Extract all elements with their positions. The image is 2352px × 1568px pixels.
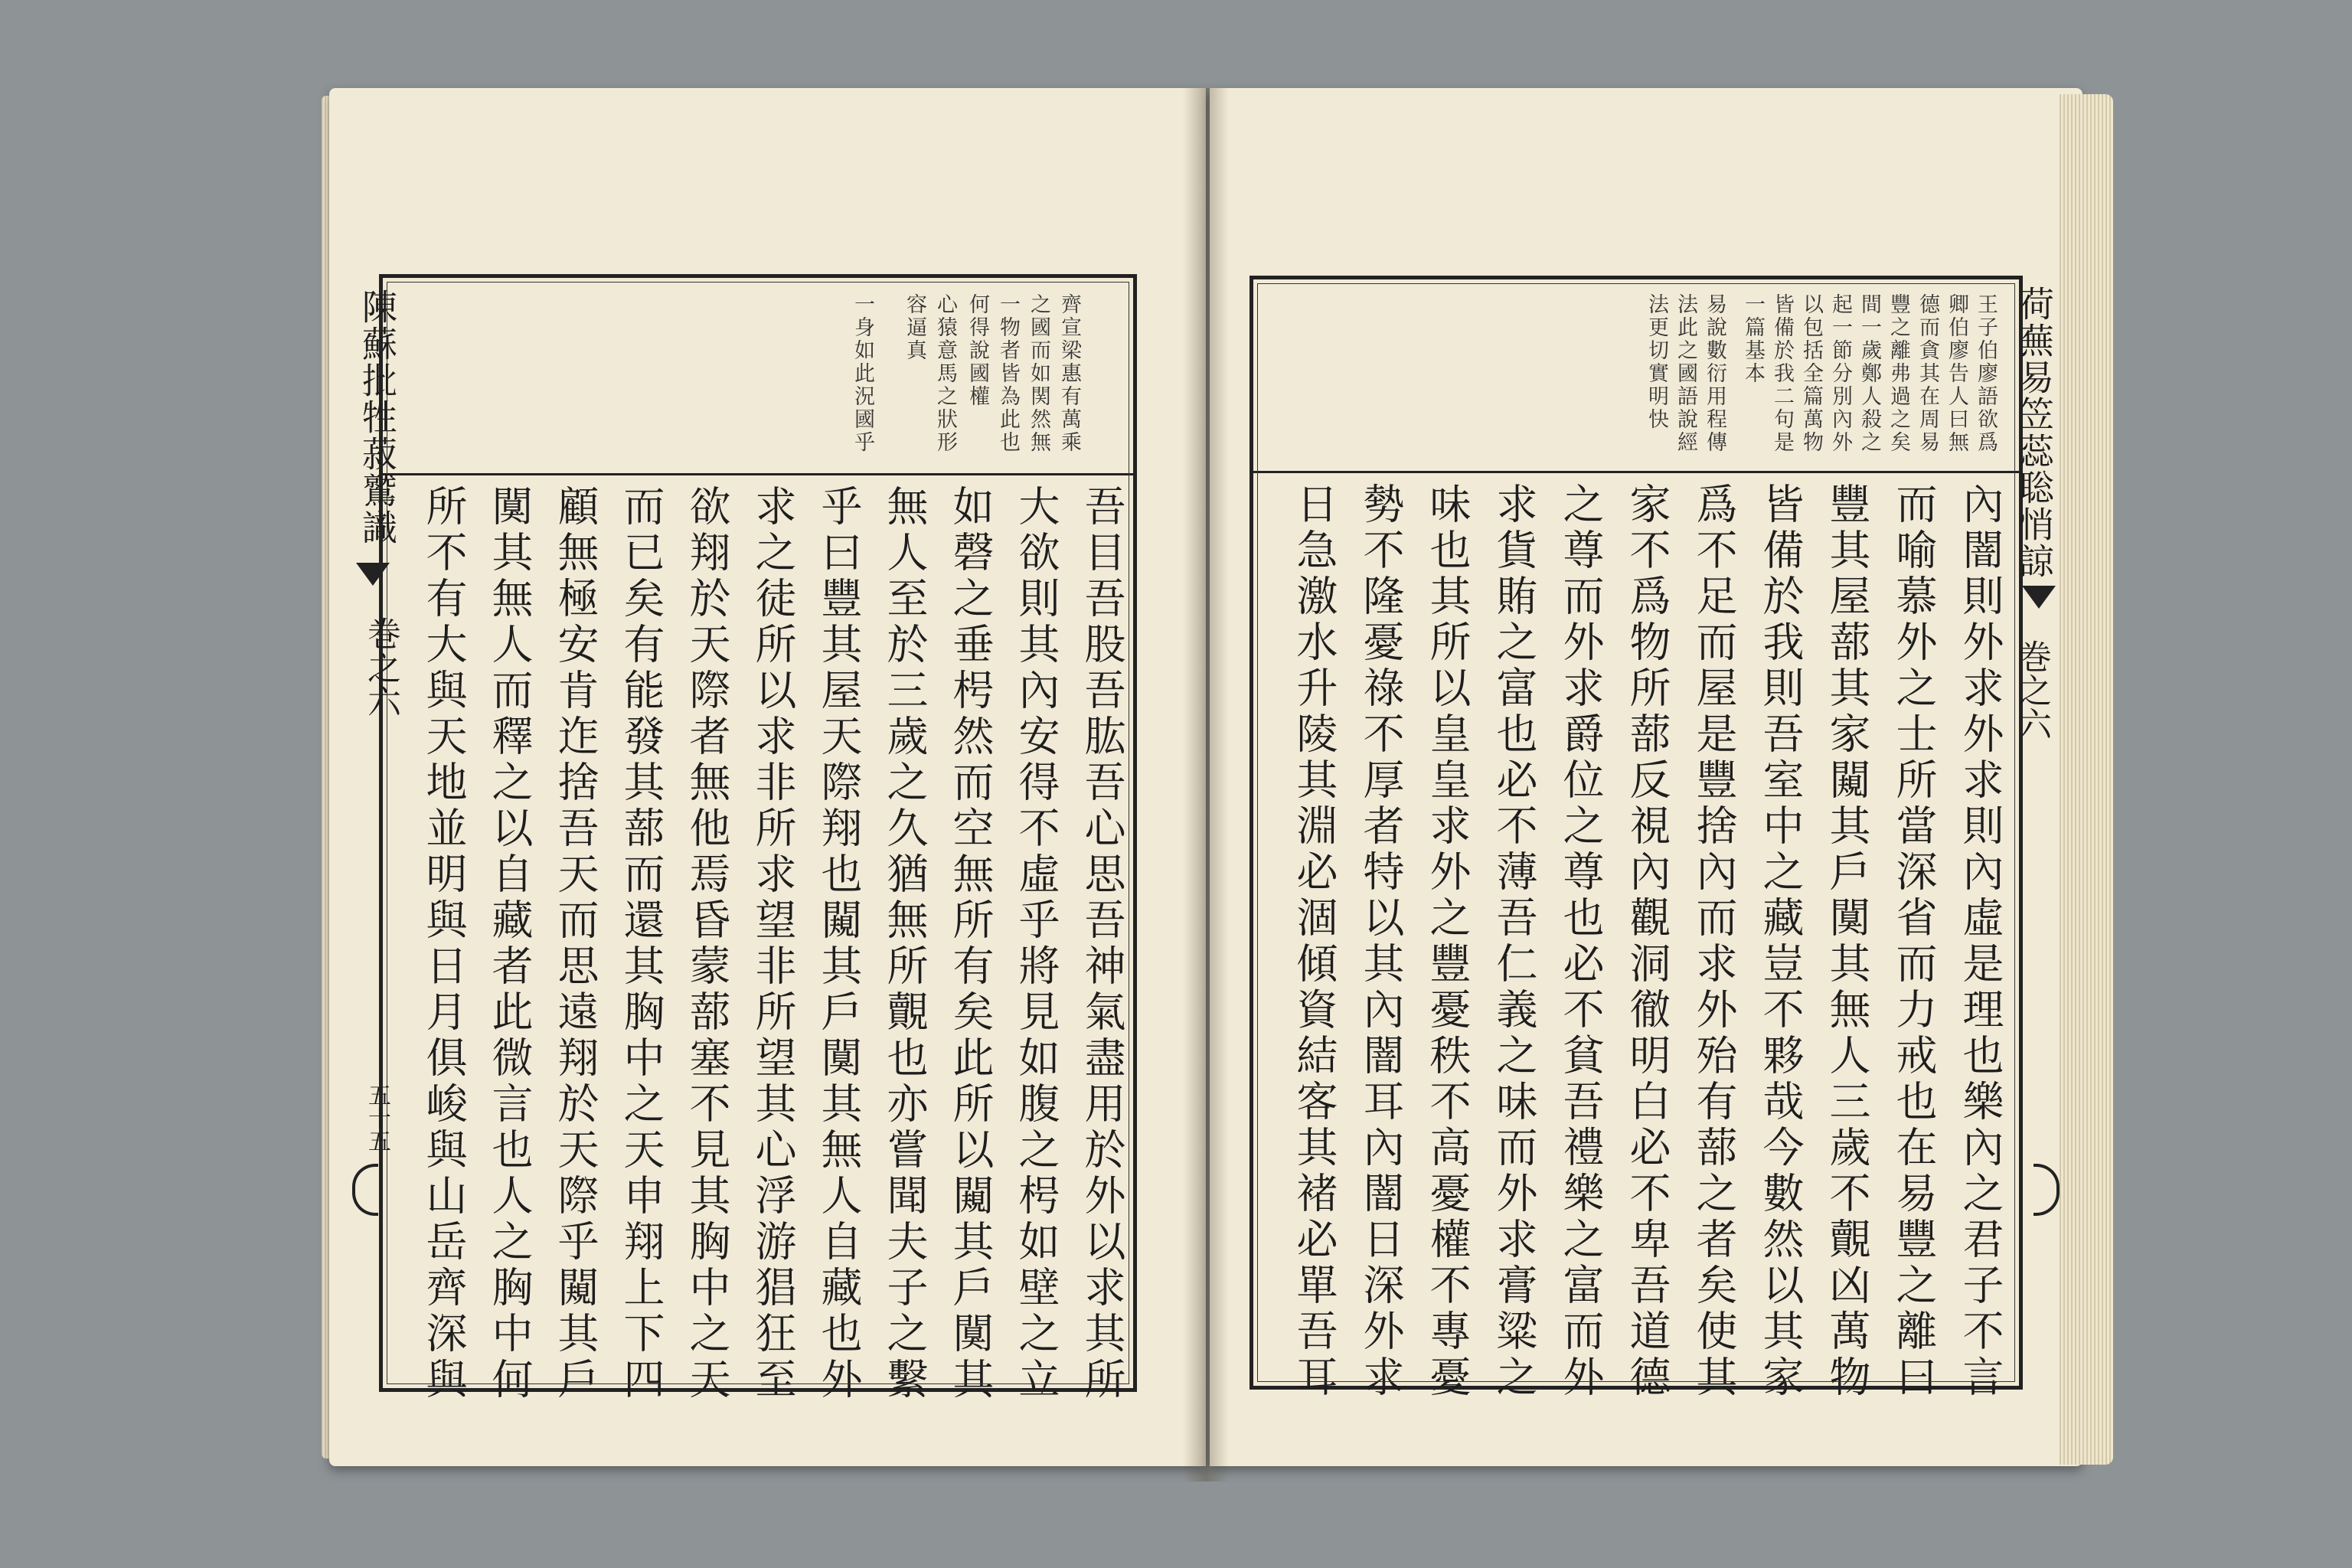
- main-text-column: 吾目吾股吾肱吾心思吾神氣盡用於外以求其所: [1078, 485, 1126, 1403]
- main-text-column: 之尊而外求爵位之尊也必不貧吾禮樂之富而外: [1557, 482, 1605, 1401]
- main-text-column: 乎曰豐其屋天際翔也闚其戶闃其無人自藏也外: [815, 485, 863, 1403]
- note-column: 齊宣梁惠有萬乘: [1057, 293, 1081, 454]
- main-text-column: 味也其所以皇皇求外之豐憂秩不高憂權不專憂: [1423, 482, 1472, 1401]
- note-column: 王子伯廖語欲爲: [1974, 293, 1998, 454]
- headnote-rule: [1253, 471, 2019, 473]
- main-text-column: 所不有大與天地並明與日月俱峻與山岳齊深與: [420, 485, 468, 1403]
- note-column: 之國而如関然無: [1027, 293, 1050, 454]
- note-column: 何得說國權: [965, 293, 989, 408]
- spine-gutter: [1183, 88, 1229, 1481]
- note-column: 心猿意馬之狀形: [933, 293, 957, 454]
- left-page: [329, 88, 1206, 1466]
- main-text-column: 無人至於三歲之久猶無所覿也亦嘗聞夫子之繫: [880, 485, 929, 1403]
- right-page: [1210, 88, 2082, 1466]
- main-text-column: 豐其屋蔀其家闚其戶闃其無人三歲不覿凶萬物: [1823, 482, 1871, 1401]
- book-title: 荷蕪易笠蕊聡悄諒: [2014, 286, 2055, 580]
- main-text-column: 日急激水升陵其淵必涸傾資結客其褚必單吾耳: [1290, 482, 1338, 1401]
- main-text-column: 欲翔於天際者無他焉昏蒙蔀塞不見其胸中之天: [683, 485, 731, 1403]
- note-column: 德而貪其在周易: [1916, 293, 1939, 454]
- note-column: 易說數衍用程傳: [1703, 293, 1726, 454]
- note-column: 一身如此況國乎: [851, 293, 874, 454]
- main-text-column: 求貨賄之富也必不薄吾仁義之味而外求膏粱之: [1490, 482, 1538, 1401]
- main-text-column: 如磬之垂枵然而空無所有矣此所以闚其戶闃其: [946, 485, 995, 1403]
- note-column: 法更切實明快: [1645, 293, 1668, 431]
- main-text-column: 而喻慕外之士所當深省而力戒也在易豐之離曰: [1890, 482, 1938, 1401]
- note-column: 法此之國語說經: [1674, 293, 1697, 454]
- main-text-column: 顧無極安肯迮捨吾天而思遠翔於天際乎闚其戶: [551, 485, 599, 1403]
- book-title: 陳蘇批牲菽鷲識: [357, 289, 398, 546]
- note-column: 皆備於我二句是: [1770, 293, 1794, 454]
- main-text-column: 而已矣有能發其蔀而還其胸中之天申翔上下四: [617, 485, 665, 1403]
- main-text-column: 勢不隆憂祿不厚者特以其內闇耳內闇日深外求: [1357, 482, 1405, 1401]
- fishtail-top: [2022, 586, 2056, 609]
- main-text-column: 皆備於我則吾室中之藏豈不夥哉今數然以其家: [1756, 482, 1805, 1401]
- note-column: 豐之離弗過之矣: [1886, 293, 1910, 454]
- note-column: 容逼真: [903, 293, 926, 362]
- main-text-column: 求之徒所以求非所求望非所望其心浮游猖狂至: [749, 485, 797, 1403]
- page-number: 五十五: [364, 1083, 390, 1152]
- note-column: 以包括全篇萬物: [1799, 293, 1823, 454]
- main-text-column: 內闇則外求外求則內虛是理也樂內之君子不言: [1956, 482, 2004, 1401]
- fishtail-top: [356, 563, 390, 586]
- headnote-rule: [383, 473, 1133, 475]
- main-text-column: 大欲則其內安得不虛乎將見如腹之枵如壁之立: [1012, 485, 1060, 1403]
- right-text-frame: [1250, 276, 2023, 1401]
- fishtail-ornament: [2034, 1164, 2060, 1216]
- left-text-frame: [379, 274, 1137, 1403]
- main-text-column: 家不爲物所蔀反視內觀洞徹明白必不卑吾道德: [1623, 482, 1671, 1401]
- right-page-edges: [2060, 94, 2113, 1465]
- fishtail-ornament: [352, 1164, 378, 1216]
- note-column: 起一節分別內外: [1828, 293, 1852, 454]
- main-text-column: 闃其無人而釋之以自藏者此微言也人之胸中何: [485, 485, 534, 1403]
- main-text-column: 爲不足而屋是豐捨內而求外殆有蔀之者矣使其: [1690, 482, 1738, 1401]
- note-column: 卿伯廖告人曰無: [1945, 293, 1968, 454]
- note-column: 一篇基本: [1741, 293, 1765, 385]
- note-column: 一物者皆為此也: [996, 293, 1020, 454]
- volume-label: 巻之六: [2012, 639, 2051, 740]
- volume-label: 巻之六: [361, 616, 400, 717]
- note-column: 間一歲鄭人殺之: [1857, 293, 1881, 454]
- open-book: [329, 88, 2082, 1481]
